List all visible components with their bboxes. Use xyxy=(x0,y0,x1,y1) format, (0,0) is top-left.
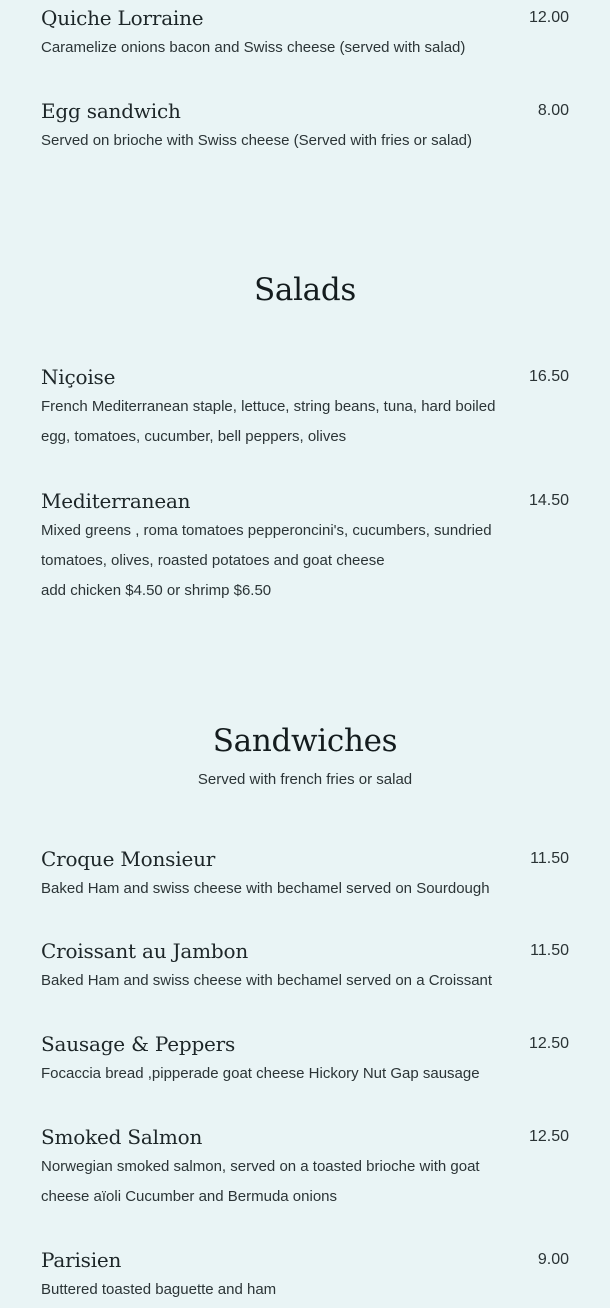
menu-item-quiche-lorraine xyxy=(41,3,569,63)
menu-item-price: 12.00 xyxy=(528,9,569,26)
menu-item-description xyxy=(41,33,511,63)
menu-item-header xyxy=(41,96,569,126)
description-line: tomatoes, olives, roasted potatoes and goat cheese xyxy=(41,552,385,569)
menu-item-egg-sandwich xyxy=(41,96,569,156)
menu-item-header xyxy=(41,486,569,516)
description-line: Baked Ham and swiss cheese with bechamel served on a Croissant xyxy=(41,972,493,989)
description-line: Served on brioche with Swiss cheese (Served with fries or salad) xyxy=(41,132,473,149)
menu-item-price: 11.50 xyxy=(530,850,569,867)
description-line: Baked Ham and swiss cheese with bechamel served on Sourdough xyxy=(41,880,490,897)
menu-item-croissant-au-jambon xyxy=(41,936,569,996)
menu-item-price: 11.50 xyxy=(530,942,569,959)
menu-item-smoked-salmon xyxy=(41,1122,569,1212)
menu-item-price: 9.00 xyxy=(537,1251,569,1268)
menu-item-price: 14.50 xyxy=(528,492,569,509)
menu-item-name: Smoked Salmon xyxy=(41,1125,203,1149)
section-title-sandwiches: Sandwiches xyxy=(212,723,398,759)
menu-item-header xyxy=(41,1122,569,1152)
menu-item-description xyxy=(41,126,511,156)
menu-item-price: 12.50 xyxy=(528,1128,569,1145)
menu-item-name: Croissant au Jambon xyxy=(41,939,249,963)
menu-item-mediterranean xyxy=(41,486,569,606)
description-line: Mixed greens , roma tomatoes pepperoncini's, cucumbers, sundried xyxy=(41,522,492,539)
menu-item-name: Egg sandwich xyxy=(41,99,181,123)
menu-item-price: 12.50 xyxy=(528,1035,569,1052)
menu-item-name: Sausage & Peppers xyxy=(41,1032,236,1056)
menu-item-description xyxy=(41,392,511,452)
description-line: French Mediterranean staple, lettuce, string beans, tuna, hard boiled xyxy=(41,398,496,415)
menu-item-parisien xyxy=(41,1245,569,1305)
menu-item-header xyxy=(41,844,569,874)
menu-item-description xyxy=(41,874,511,904)
menu-item-header xyxy=(41,3,569,33)
description-line: Focaccia bread ,pipperade goat cheese Hickory Nut Gap sausage xyxy=(41,1065,480,1082)
description-line: Norwegian smoked salmon, served on a toasted brioche with goat xyxy=(41,1158,480,1175)
section-title-salads: Salads xyxy=(253,272,357,308)
menu-item-sausage-peppers xyxy=(41,1029,569,1089)
menu-item-description xyxy=(41,966,511,996)
menu-item-description xyxy=(41,1152,511,1212)
menu-item-name: Parisien xyxy=(41,1248,122,1272)
menu-item-price: 8.00 xyxy=(537,102,569,119)
description-line: Buttered toasted baguette and ham xyxy=(41,1281,277,1298)
menu-item-header xyxy=(41,1245,569,1275)
section-subtitle: Served with french fries or salad xyxy=(197,771,413,788)
description-line: cheese aïoli Cucumber and Bermuda onions xyxy=(41,1188,338,1205)
menu-item-description xyxy=(41,1059,511,1089)
description-line: egg, tomatoes, cucumber, bell peppers, olives xyxy=(41,428,347,445)
menu-item-description xyxy=(41,1275,511,1305)
description-line: add chicken $4.50 or shrimp $6.50 xyxy=(41,582,272,599)
menu-item-name: Quiche Lorraine xyxy=(41,6,204,30)
menu-item-description xyxy=(41,516,511,606)
menu-item-header xyxy=(41,362,569,392)
menu-item-name: Niçoise xyxy=(41,365,116,389)
menu-item-name: Mediterranean xyxy=(41,489,191,513)
menu-item-croque-monsieur xyxy=(41,844,569,904)
menu-item-header xyxy=(41,1029,569,1059)
menu-item-nicoise xyxy=(41,362,569,452)
menu-item-header xyxy=(41,936,569,966)
description-line: Caramelize onions bacon and Swiss cheese (served with salad) xyxy=(41,39,466,56)
menu-item-price: 16.50 xyxy=(528,368,569,385)
menu-item-name: Croque Monsieur xyxy=(41,847,216,871)
